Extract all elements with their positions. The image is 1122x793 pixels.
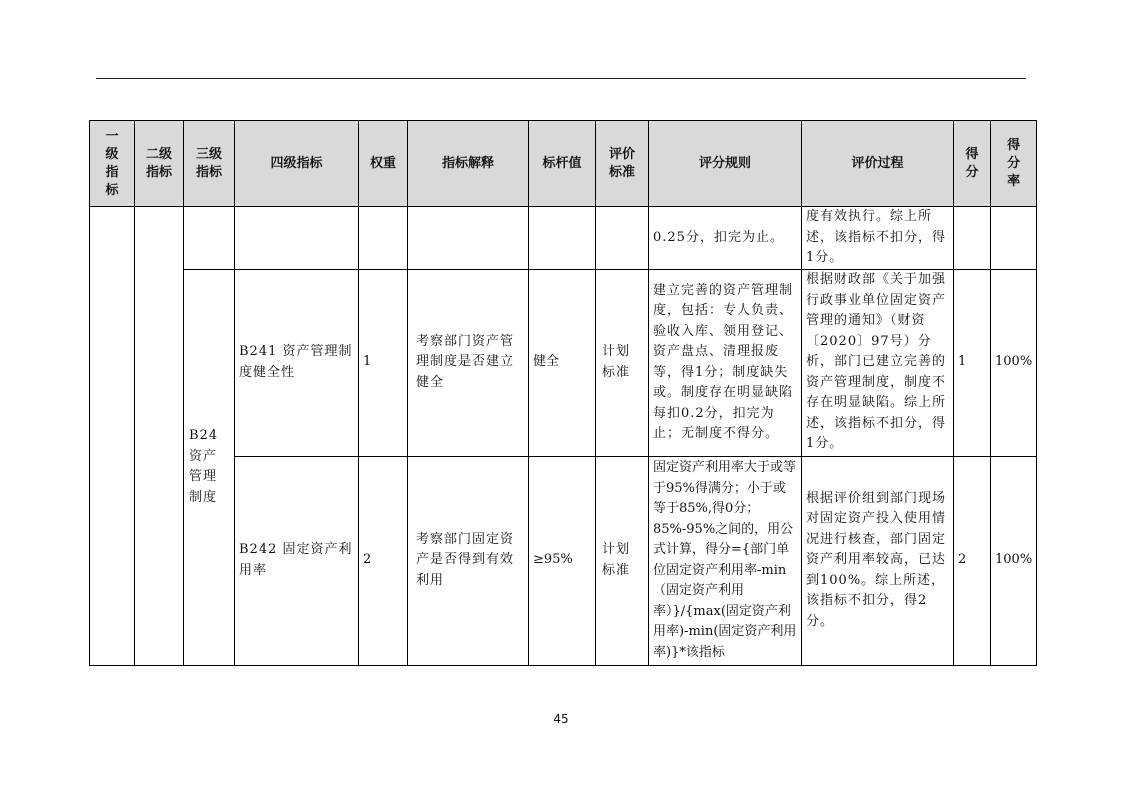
header-weight: 权重 (359, 121, 408, 207)
explanation-empty-cell (408, 207, 529, 270)
table-row (90, 269, 1037, 456)
level1-cell (90, 207, 135, 666)
continuation-rules: 0.25分，扣完为止。 (649, 207, 802, 270)
rules-cell: 建立完善的资产管理制度，包括：专人负责、验收入库、领用登记、资产盘点、清理报废等，得1分；制度缺失或。制度存在明显缺陷每扣0.2分，扣完为止；无制度不得分。 (649, 269, 802, 456)
header-score: 得分 (954, 121, 991, 207)
standard-cell: 计划标准 (596, 456, 649, 665)
process-cell: 根据评价组到部门现场对固定资产投入使用情况进行核查，部门固定资产利用率较高，已达到100%。综上所述，该指标不扣分，得2分。 (802, 456, 954, 665)
level2-cell (135, 207, 184, 666)
header-row (90, 121, 1037, 207)
benchmark-cell: 健全 (529, 269, 596, 456)
rules-cell: 固定资产利用率大于或等于95%得满分；小于或等于85%,得0分；85%-95%之间的，用公式计算，得分={部门单位固定资产利用率-min（固定资产利用率）}/{max(固定资产利用率)-min(固定资产利用率)}*该指标 (649, 456, 802, 665)
level3-empty-cell (184, 207, 235, 270)
header-benchmark: 标杆值 (529, 121, 596, 207)
score-cell: 1 (954, 269, 991, 456)
benchmark-cell: ≥95% (529, 456, 596, 665)
score-empty-cell (954, 207, 991, 270)
header-standard: 评价标准 (596, 121, 649, 207)
header-process: 评价过程 (802, 121, 954, 207)
explanation-cell: 考察部门固定资产是否得到有效利用 (408, 456, 529, 665)
header-level4: 四级指标 (235, 121, 359, 207)
continuation-process: 度有效执行。综上所述，该指标不扣分，得1分。 (802, 207, 954, 270)
level4-cell: B241 资产管理制度健全性 (235, 269, 359, 456)
level4-empty-cell (235, 207, 359, 270)
header-rule (96, 78, 1026, 79)
header-explanation: 指标解释 (408, 121, 529, 207)
header-score-rate: 得分率 (991, 121, 1037, 207)
score-rate-cell: 100% (991, 456, 1037, 665)
page-number: 45 (553, 712, 569, 726)
header-level2: 二级指标 (135, 121, 184, 207)
continuation-row (90, 207, 1037, 270)
score-rate-cell: 100% (991, 269, 1037, 456)
weight-empty-cell (359, 207, 408, 270)
weight-cell: 2 (359, 456, 408, 665)
explanation-cell: 考察部门资产管理制度是否建立健全 (408, 269, 529, 456)
level3-b24-cell: B24资产管理制度 (184, 269, 235, 665)
score-rate-empty-cell (991, 207, 1037, 270)
score-cell: 2 (954, 456, 991, 665)
standard-cell: 计划标准 (596, 269, 649, 456)
header-rules: 评分规则 (649, 121, 802, 207)
weight-cell: 1 (359, 269, 408, 456)
benchmark-empty-cell (529, 207, 596, 270)
level4-cell: B242 固定资产利用率 (235, 456, 359, 665)
header-level1: 一级指标 (90, 121, 135, 207)
process-cell: 根据财政部《关于加强行政事业单位固定资产管理的通知》（财资〔2020〕97号）分析，部门已建立完善的资产管理制度，制度不存在明显缺陷。综上所述，该指标不扣分，得1分。 (802, 269, 954, 456)
evaluation-table (89, 120, 1037, 666)
header-level3: 三级指标 (184, 121, 235, 207)
standard-empty-cell (596, 207, 649, 270)
